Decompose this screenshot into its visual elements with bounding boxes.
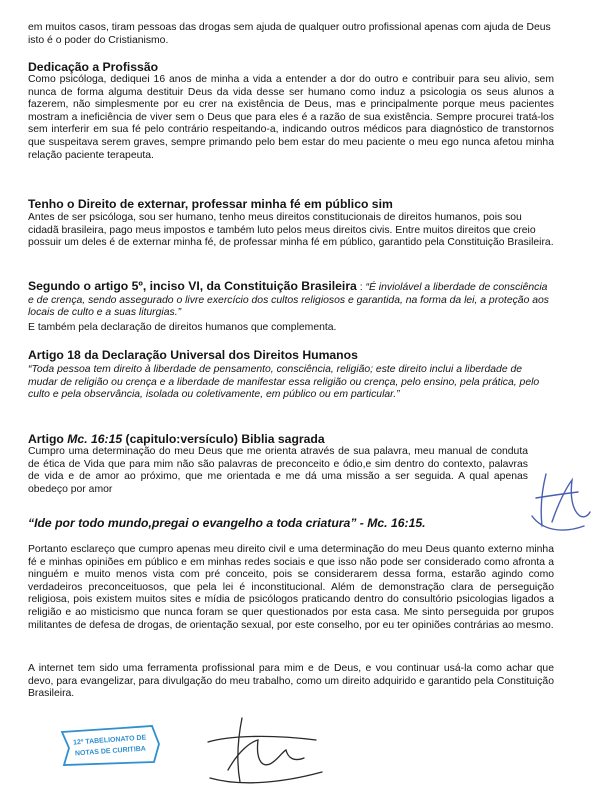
quote-artigo5: “É inviolável a liberdade de consciência e de crença, sendo assegurado o livre exercício dos cultos religiosos e garantida, na forma da lei, a proteção aos locais de culto e a suas liturgias.” bbox=[28, 282, 549, 319]
heading-artigo5: Segundo o artigo 5º, inciso VI, da Constituição Brasileira bbox=[28, 279, 357, 293]
heading-marcos-suffix: (capitulo:versículo) Biblia sagrada bbox=[122, 432, 325, 446]
heading-marcos bbox=[28, 432, 554, 446]
verse-marcos: “Ide por todo mundo,pregai o evangelho a toda criatura” - Mc. 16:15. bbox=[28, 516, 426, 530]
paragraph-marcos: Cumpro uma determinação do meu Deus que me orienta através de sua palavra, meu manual de conduta de ética de Vida que para mim não são palavras de preconceito e ódio,e sim dentro do contexto, palavras de vida e de amor ao próximo, que me orientada e me dá uma missão a ser seguida. A qual apenas obedeço por amor bbox=[28, 446, 528, 495]
quote-artigo18: “Toda pessoa tem direito à liberdade de pensamento, consciência, religião; este direito inclui a liberdade de mudar de religião ou crença e a liberdade de manifestar essa religião ou crença, pelo ensino, pela prática, pelo culto e pela observância, isolada ou coletivamente, em público ou em particular.” bbox=[28, 364, 540, 401]
heading-marcos-ref: Mc. 16:15 bbox=[67, 432, 123, 446]
stamp-line-2: NOTAS DE CURITIBA bbox=[74, 745, 147, 758]
paragraph-artigo5 bbox=[28, 279, 554, 320]
paragraph-artigo5-complement: E também pela declaração de direitos humanos que complementa. bbox=[28, 322, 337, 333]
paragraph-dedicacao: Como psicóloga, dediquei 16 anos de minha a vida a entender a dor do outro e contribuir para seu alivio, sem nunca de forma alguma destituir Deus da vida desse ser humano como induz a psicologia os seus alunos a fazerem, não simplesmente por eu crer na existência de Deus, mas e principalmente porque meus pacientes mostram a ineficiência de viver sem o Deus que para eles é a razão de sua existência. Sempre procurei tratá-los sem interferir em sua fé pelo contrário respeitando-a, indicando outros médicos para diagnóstico de transtornos que suspeitava serem graves, sempre primando pelo bem estar do meu paciente o meu ego nunca afetou minha relação paciente terapeuta. bbox=[28, 74, 554, 161]
heading-direito: Tenho o Direito de externar, professar minha fé em público sim bbox=[28, 197, 393, 211]
paragraph-direito: Antes de ser psicóloga, sou ser humano, tenho meus direitos constitucionais de direitos humanos, pois sou cidadã brasileira, pago meus impostos e também luto pelos meus direitos civis. Entre muitos direitos que creio possuir um deles é de externar minha fé, de professar minha fé em público, garantido pela Constituição Brasileira. bbox=[28, 212, 554, 249]
paragraph-internet: A internet tem sido uma ferramenta profissional para mim e de Deus, e vou continuar usá-la como achar que devo, para evangelizar, para divulgação do meu trabalho, como um direito adquirido e garantido pela Constituição Brasileira. bbox=[28, 663, 554, 700]
heading-marcos-prefix: Artigo bbox=[28, 432, 68, 446]
intro-paragraph: em muitos casos, tiram pessoas das drogas sem ajuda de qualquer outro profissional apenas com ajuda de Deus isto é o poder do Cristianismo. bbox=[28, 22, 551, 46]
stamp-line-1: 12º TABELIONATO DE bbox=[72, 734, 147, 747]
paragraph-portanto: Portanto esclareço que cumpro apenas meu direito civil e uma determinação do meu Deus quanto externo minha fé e minhas opiniões em público e em minhas redes sociais e que isso não pode ser considerado como afronta a ninguém e muito menos vista com pré conceito, pois se considerarem dessa forma, estarão agindo como verdadeiros preconceituosos, que pela lei é inconstitucional. Além de demonstração clara de perseguição religiosa, pois existem muitos sites e mídia de psicólogos praticando dentro do consultório psicologias ligados a religião e ao misticismo que nunca foram se quer questionados por esta casa. Me sinto perseguida por grupos militantes de defesa de drogas, de orientação sexual, por este conselho, por eu ter opiniões contrárias ao mesmo. bbox=[28, 544, 554, 631]
heading-artigo18: Artigo 18 da Declaração Universal dos Direitos Humanos bbox=[28, 348, 358, 362]
side-signature bbox=[528, 470, 592, 538]
notary-stamp bbox=[60, 724, 160, 766]
artigo5-separator: : bbox=[356, 282, 366, 293]
heading-dedicacao: Dedicação a Profissão bbox=[28, 60, 159, 74]
bottom-signature bbox=[198, 712, 328, 792]
